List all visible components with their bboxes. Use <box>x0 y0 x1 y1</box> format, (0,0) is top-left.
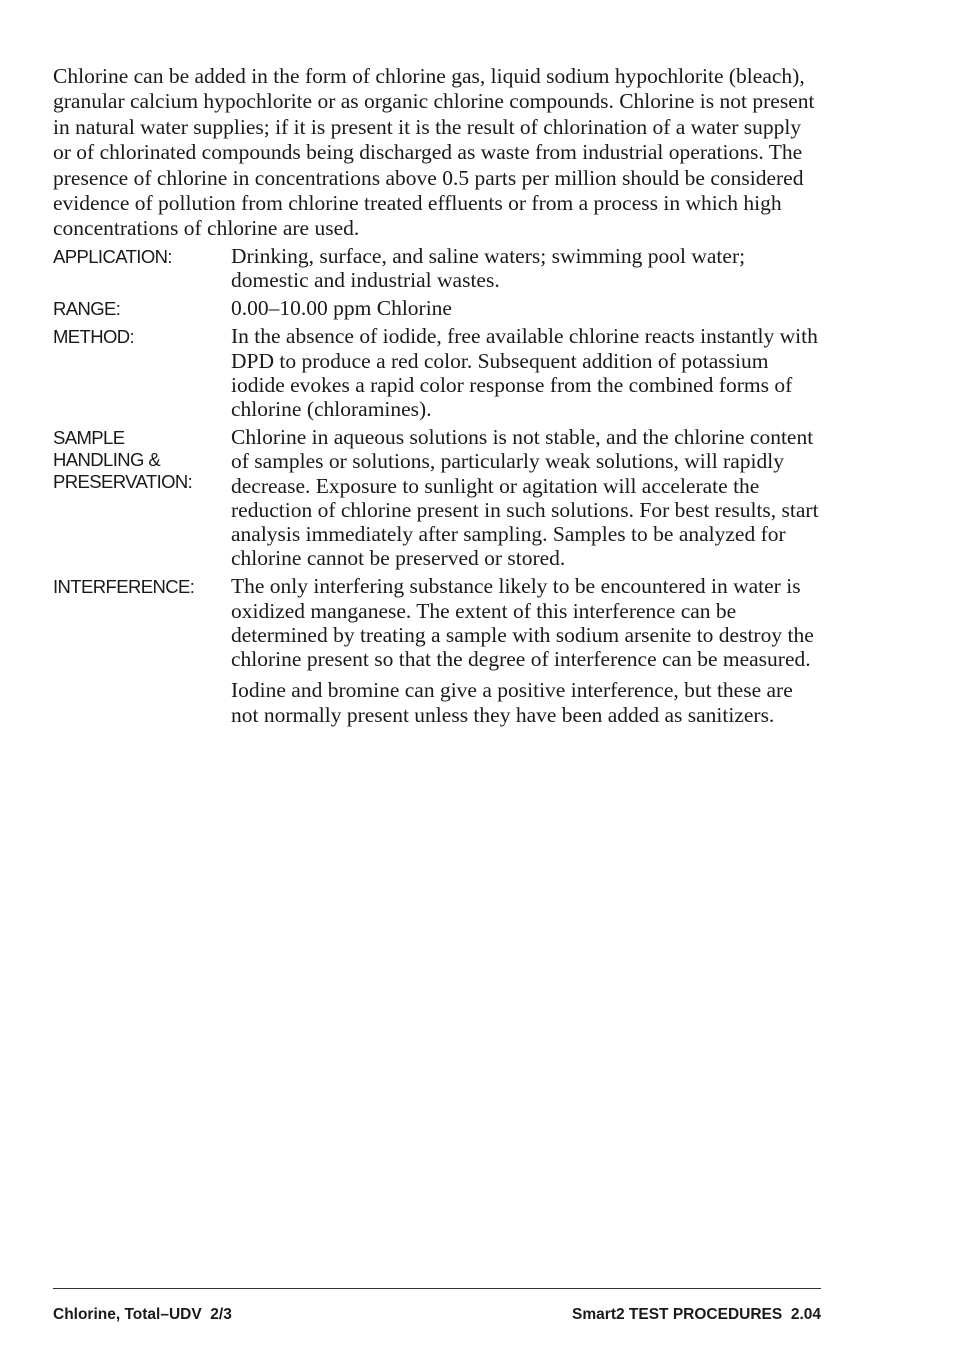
field-body-application <box>231 244 821 292</box>
range-text: 0.00–10.00 ppm Chlorine <box>231 296 452 321</box>
field-method <box>53 324 821 421</box>
interference-paragraph: The only interfering substance likely to be encountered in water is oxidized manganese. The extent of this interference can be determined by treating a sample with sodium arsenite to destroy the chlorine present so that the degree of interference can be measured. <box>231 574 814 672</box>
intro-paragraph: Chlorine can be added in the form of chlorine gas, liquid sodium hypochlorite (bleach), granular calcium hypochlorite or as organic chlorine compounds. Chlorine is not present in natural water supplies; if it is present it is the result of chlorination of a water supply or of chlorinated compounds being discharged as waste from industrial operations. The presence of chlorine in concentrations above 0.5 parts per million should be considered evidence of pollution from chlorine treated effluents or from a process in which high concentrations of chlorine are used. <box>53 64 815 241</box>
method-text: In the absence of iodide, free available chlorine reacts instantly with DPD to produce a red color. Subsequent addition of potassium iodide evokes a rapid color response from the combined forms of chlorine (chloramines). <box>231 324 818 422</box>
field-body-method <box>231 324 821 421</box>
document-page <box>53 64 821 727</box>
sample-handling-text: Chlorine in aqueous solutions is not stable, and the chlorine content of samples or solutions, particularly weak solutions, will rapidly decrease. Exposure to sunlight or agitation will accelerate the reduction of chlorine present in such solutions. For best results, start analysis immediately after sampling. Samples to be analyzed for chlorine cannot be preserved or stored. <box>231 425 819 571</box>
footer-divider <box>53 1288 821 1289</box>
interference-paragraph: Iodine and bromine can give a positive interference, but these are not normally present unless they have been added as sanitizers. <box>231 678 793 727</box>
field-application <box>53 244 821 292</box>
field-label-range: RANGE: <box>53 298 121 320</box>
field-body-interference <box>231 574 821 726</box>
footer-right-text: Smart2 TEST PROCEDURES 2.04 <box>572 1306 821 1323</box>
footer-left-text: Chlorine, Total–UDV 2/3 <box>53 1306 232 1323</box>
field-interference <box>53 574 821 726</box>
application-text: Drinking, surface, and saline waters; swimming pool water; domestic and industrial wastes. <box>231 243 746 293</box>
field-range <box>53 296 821 320</box>
field-label-sample-handling: SAMPLE HANDLING & PRESERVATION: <box>53 427 193 493</box>
field-label-application: APPLICATION: <box>53 245 172 267</box>
field-body-range <box>231 296 821 320</box>
field-body-sample-handling <box>231 425 821 570</box>
field-label-method: METHOD: <box>53 326 135 348</box>
field-label-interference: INTERFERENCE: <box>53 576 195 598</box>
field-sample-handling <box>53 425 821 570</box>
